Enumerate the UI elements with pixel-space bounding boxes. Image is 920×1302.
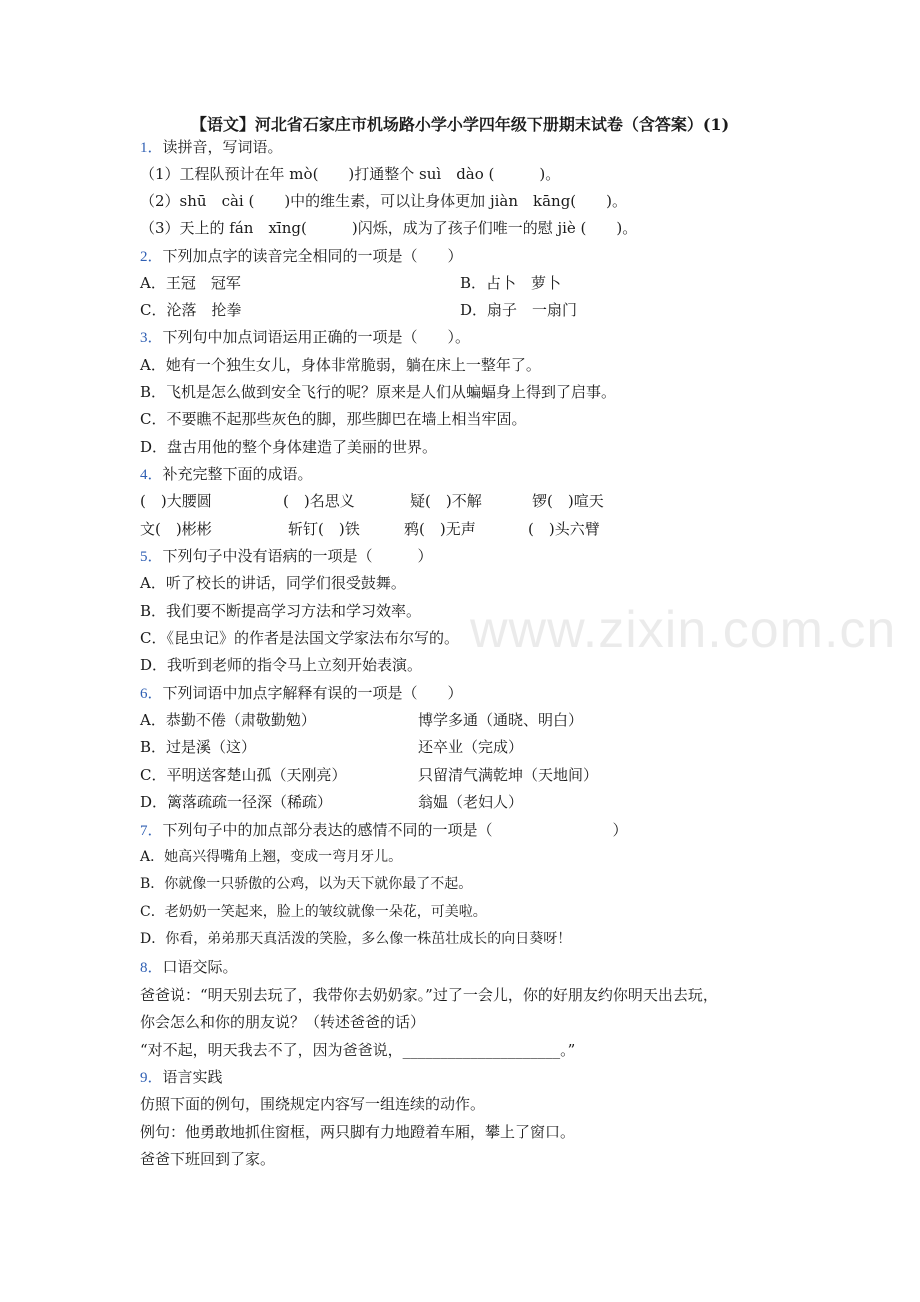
option-a: A．王冠 冠军 (140, 274, 241, 292)
idiom-blank: ( )大腰圆 (140, 492, 212, 510)
question-8 (140, 957, 238, 978)
question-2 (140, 246, 463, 267)
option-c: C．不要瞧不起那些灰色的脚，那些脚巴在墙上相当牢固。 (140, 410, 527, 428)
option-d: D．盘古用他的整个身体建造了美丽的世界。 (140, 438, 438, 456)
option-b-second: 还卒业（完成） (418, 738, 524, 756)
question-stem: 下列加点字的读音完全相同的一项是（ ） (162, 247, 463, 265)
option-b: B．占卜 萝卜 (460, 274, 562, 292)
option-a: A．恭勤不倦（肃敬勤勉） (140, 711, 316, 729)
question-number: 6． (140, 686, 163, 702)
q1-item-3: （3）天上的 fán xīng( )闪烁，成为了孩子们唯一的慰 jiè ( )。 (140, 219, 638, 237)
question-stem: 语言实践 (162, 1068, 223, 1086)
idiom-blank: 锣( )喧天 (532, 492, 604, 510)
option-a: A．听了校长的讲话，同学们很受鼓舞。 (140, 574, 406, 592)
option-c: C．平明送客楚山孤（天刚亮） (140, 766, 347, 784)
question-number: 4． (140, 467, 163, 483)
q8-answer-line: “对不起，明天我去不了，因为爸爸说，_____________________。” (140, 1041, 576, 1059)
option-b: B．我们要不断提高学习方法和学习效率。 (140, 602, 422, 620)
question-number: 2． (140, 249, 163, 265)
q9-line-1: 仿照下面的例句，围绕规定内容写一组连续的动作。 (140, 1095, 486, 1113)
option-d: D．扇子 一扇门 (460, 301, 578, 319)
question-stem: 补充完整下面的成语。 (162, 465, 313, 483)
question-stem: 口语交际。 (162, 958, 238, 976)
option-d: D．你看，弟弟那天真活泼的笑脸，多么像一株茁壮成长的向日葵呀！ (140, 931, 572, 947)
question-1 (140, 137, 283, 158)
question-stem: 下列词语中加点字解释有误的一项是（ ） (162, 684, 463, 702)
q9-line-3: 爸爸下班回到了家。 (140, 1150, 276, 1168)
question-stem: 下列句子中没有语病的一项是（ ） (162, 547, 433, 565)
q1-item-1: （1）工程队预计在年 mò( )打通整个 suì dào ( )。 (140, 165, 561, 183)
question-4 (140, 464, 313, 485)
q9-line-2: 例句：他勇敢地抓住窗框，两只脚有力地蹬着车厢，攀上了窗口。 (140, 1123, 576, 1141)
idiom-blank: ( )名思义 (283, 492, 355, 510)
option-a-second: 博学多通（通晓、明白） (418, 711, 584, 729)
question-number: 9． (140, 1070, 163, 1086)
option-c: C．老奶奶一笑起来，脸上的皱纹就像一朵花，可美啦。 (140, 904, 487, 920)
option-b: B．飞机是怎么做到安全飞行的呢？原来是人们从蝙蝠身上得到了启事。 (140, 383, 617, 401)
option-d: D．篱落疏疏一径深（稀疏） (140, 793, 333, 811)
option-a: A．她高兴得嘴角上翘，变成一弯月牙儿。 (140, 849, 403, 865)
watermark: www.zixin.com.cn (470, 601, 897, 659)
question-6 (140, 683, 463, 704)
page-title: 【语文】河北省石家庄市机场路小学小学四年级下册期末试卷（含答案）(1) (190, 115, 730, 134)
option-c: C．沦落 抡拳 (140, 301, 242, 319)
question-7 (140, 820, 628, 841)
option-d-second: 翁媪（老妇人） (418, 793, 524, 811)
q8-line-2: 你会怎么和你的朋友说？（转述爸爸的话） (140, 1013, 426, 1031)
question-number: 7． (140, 823, 163, 839)
question-number: 3． (140, 330, 163, 346)
idiom-blank: ( )头六臂 (528, 520, 600, 538)
option-a: A．她有一个独生女儿，身体非常脆弱，躺在床上一整年了。 (140, 356, 541, 374)
q1-item-2: （2）shū cài ( )中的维生素，可以让身体更加 jiàn kāng( )。 (140, 192, 627, 210)
option-c-second: 只留清气满乾坤（天地间） (418, 766, 599, 784)
question-number: 1． (140, 140, 163, 156)
option-b: B．你就像一只骄傲的公鸡，以为天下就你最了不起。 (140, 876, 473, 892)
question-5 (140, 546, 433, 567)
option-c: C．《昆虫记》的作者是法国文学家法布尔写的。 (140, 629, 459, 647)
idiom-blank: 疑( )不解 (410, 492, 482, 510)
idiom-blank: 文( )彬彬 (140, 520, 212, 538)
option-d: D．我听到老师的指令马上立刻开始表演。 (140, 656, 423, 674)
question-number: 8． (140, 960, 163, 976)
q8-line-1: 爸爸说：“明天别去玩了，我带你去奶奶家。”过了一会儿，你的好朋友约你明天出去玩， (140, 986, 718, 1004)
question-stem: 下列句子中的加点部分表达的感情不同的一项是（ ） (162, 821, 628, 839)
idiom-blank: 鸦( )无声 (404, 520, 476, 538)
option-b: B．过是溪（这） (140, 738, 257, 756)
question-number: 5． (140, 549, 163, 565)
question-stem: 读拼音，写词语。 (162, 138, 283, 156)
idiom-blank: 斩钉( )铁 (288, 520, 360, 538)
question-9 (140, 1067, 223, 1088)
question-stem: 下列句中加点词语运用正确的一项是（ ）。 (162, 328, 471, 346)
question-3 (140, 327, 470, 348)
